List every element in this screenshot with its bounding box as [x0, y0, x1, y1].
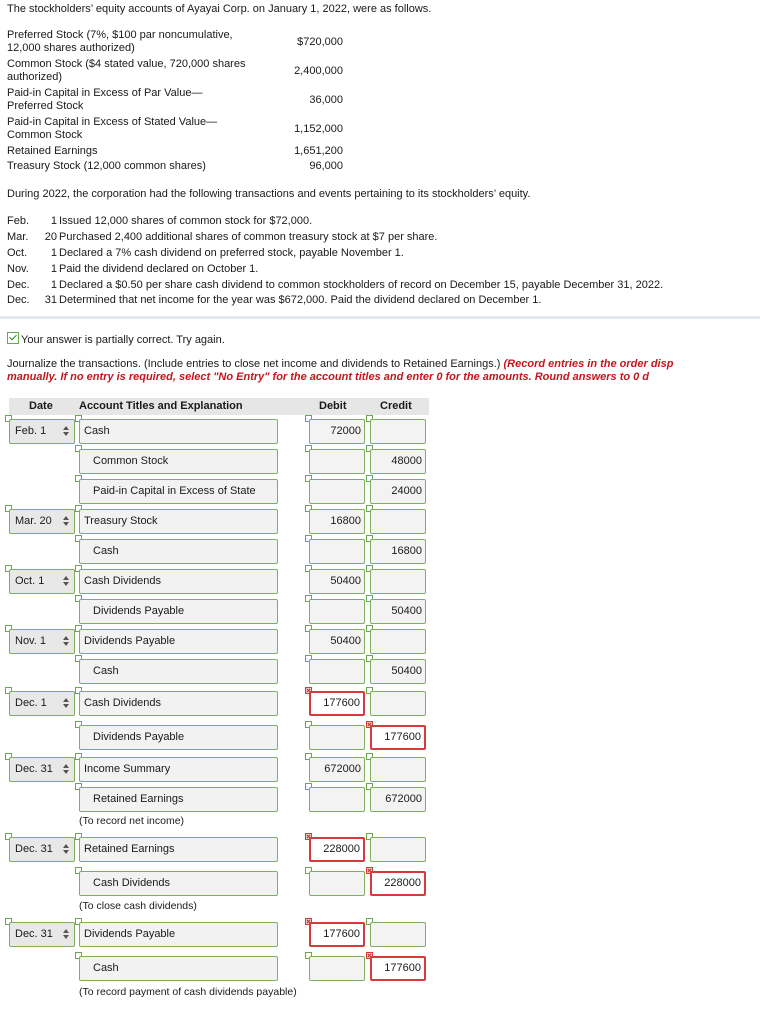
transaction-month: Dec. [7, 279, 30, 291]
account-title-text: Treasury Stock [84, 515, 158, 527]
answer-status [7, 332, 225, 346]
problem-during: During 2022, the corporation had the following transactions and events pertaining to its stockholders’ equity. [7, 188, 531, 200]
equity-row [7, 116, 347, 144]
account-title-text: Dividends Payable [84, 928, 176, 940]
date-select[interactable] [9, 629, 75, 654]
entry-explanation: (To record net income) [79, 815, 185, 827]
transaction-day: 1 [50, 215, 57, 227]
equity-value: 2,400,000 [294, 65, 343, 77]
debit-amount-input[interactable] [309, 871, 365, 896]
account-title-text: Cash [93, 545, 119, 557]
account-title-input[interactable] [79, 956, 278, 981]
account-title-input[interactable] [79, 599, 278, 624]
credit-amount-input[interactable] [370, 569, 426, 594]
account-title-text: Dividends Payable [84, 635, 176, 647]
select-arrows-icon [63, 516, 69, 527]
transaction-text: Issued 12,000 shares of common stock for $72,000. [59, 215, 313, 227]
header-credit: Credit [380, 400, 412, 412]
transaction-month: Oct. [7, 247, 28, 259]
debit-amount-value: 228000 [323, 843, 360, 855]
debit-amount-input[interactable] [309, 479, 365, 504]
problem-statement [0, 0, 760, 318]
credit-amount-input[interactable] [370, 757, 426, 782]
debit-amount-input[interactable] [309, 691, 365, 716]
credit-amount-input[interactable] [370, 629, 426, 654]
debit-amount-input[interactable] [309, 725, 365, 750]
debit-amount-input[interactable] [309, 629, 365, 654]
account-title-text: Dividends Payable [93, 731, 185, 743]
account-title-input[interactable] [79, 871, 278, 896]
account-title-text: Cash [84, 425, 110, 437]
transaction-text: Declared a $0.50 per share cash dividend to common stockholders of record on December 15, payable December 31, 2022. [59, 279, 664, 291]
transaction-month: Mar. [7, 231, 29, 243]
credit-amount-input[interactable] [370, 837, 426, 862]
equity-label: Paid-in Capital in Excess of Par Value— Preferred Stock [7, 87, 203, 112]
entry-explanation: (To record payment of cash dividends payable) [79, 986, 297, 998]
debit-amount-input[interactable] [309, 837, 365, 862]
account-title-text: Cash Dividends [93, 877, 171, 889]
date-select[interactable] [9, 509, 75, 534]
transaction-month: Feb. [7, 215, 30, 227]
transaction-text: Paid the dividend declared on October 1. [59, 263, 259, 275]
account-title-text: Cash [93, 665, 119, 677]
debit-amount-value: 50400 [330, 575, 361, 587]
transaction-text: Determined that net income for the year was $672,000. Paid the dividend declared on December 1. [59, 294, 542, 306]
date-value: Dec. 31 [15, 928, 53, 940]
date-value: Nov. 1 [15, 635, 46, 647]
equity-label: Common Stock ($4 stated value, 720,000 shares authorized) [7, 58, 246, 83]
account-title-text: Cash Dividends [84, 697, 162, 709]
date-select[interactable] [9, 757, 75, 782]
account-title-input[interactable] [79, 479, 278, 504]
answer-status-text: Your answer is partially correct. Try again. [21, 334, 225, 346]
credit-amount-input[interactable] [370, 539, 426, 564]
account-title-input[interactable] [79, 569, 278, 594]
equity-value: $720,000 [297, 36, 343, 48]
debit-amount-input[interactable] [309, 539, 365, 564]
credit-amount-value: 24000 [391, 485, 422, 497]
date-select[interactable] [9, 691, 75, 716]
instructions [7, 358, 760, 384]
equity-label: Preferred Stock (7%, $100 par noncumulative, 12,000 shares authorized) [7, 29, 233, 54]
select-arrows-icon [63, 426, 69, 437]
account-title-input[interactable] [79, 725, 278, 750]
debit-amount-input[interactable] [309, 757, 365, 782]
select-arrows-icon [63, 698, 69, 709]
credit-amount-input[interactable] [370, 449, 426, 474]
account-title-text: Retained Earnings [93, 793, 184, 805]
credit-amount-value: 228000 [384, 877, 421, 889]
transaction-day: 1 [50, 247, 57, 259]
equity-value: 96,000 [309, 160, 343, 172]
credit-amount-value: 177600 [384, 731, 421, 743]
equity-row [7, 160, 347, 188]
credit-amount-input[interactable] [370, 419, 426, 444]
partial-check-icon [7, 332, 19, 344]
transaction-text: Declared a 7% cash dividend on preferred stock, payable November 1. [59, 247, 404, 259]
journal-header [9, 398, 429, 415]
instruction-text: Journalize the transactions. (Include entries to close net income and dividends to Retained Earnings.) [7, 358, 504, 370]
credit-amount-value: 16800 [391, 545, 422, 557]
date-select[interactable] [9, 837, 75, 862]
debit-amount-value: 177600 [323, 928, 360, 940]
select-arrows-icon [63, 764, 69, 775]
debit-amount-input[interactable] [309, 449, 365, 474]
date-value: Dec. 31 [15, 843, 53, 855]
select-arrows-icon [63, 844, 69, 855]
date-select[interactable] [9, 419, 75, 444]
credit-amount-input[interactable] [370, 725, 426, 750]
account-title-text: Cash [93, 962, 119, 974]
date-value: Dec. 1 [15, 697, 47, 709]
date-select[interactable] [9, 922, 75, 947]
transaction-day: 31 [44, 294, 57, 306]
account-title-text: Dividends Payable [93, 605, 185, 617]
account-title-input[interactable] [79, 922, 278, 947]
date-value: Mar. 20 [15, 515, 52, 527]
debit-amount-input[interactable] [309, 956, 365, 981]
credit-amount-value: 48000 [391, 455, 422, 467]
account-title-input[interactable] [79, 509, 278, 534]
credit-amount-value: 177600 [384, 962, 421, 974]
credit-amount-value: 50400 [391, 605, 422, 617]
account-title-input[interactable] [79, 787, 278, 812]
credit-amount-value: 672000 [385, 793, 422, 805]
equity-row [7, 87, 347, 115]
account-title-text: Common Stock [93, 455, 169, 467]
equity-row [7, 58, 347, 86]
date-select[interactable] [9, 569, 75, 594]
select-arrows-icon [63, 636, 69, 647]
credit-amount-input[interactable] [370, 691, 426, 716]
instruction-red-1: (Record entries in the order disp [503, 358, 674, 370]
credit-amount-input[interactable] [370, 787, 426, 812]
transaction-month: Dec. [7, 294, 30, 306]
account-title-input[interactable] [79, 659, 278, 684]
account-title-input[interactable] [79, 539, 278, 564]
account-title-input[interactable] [79, 419, 278, 444]
debit-amount-input[interactable] [309, 787, 365, 812]
account-title-text: Cash Dividends [84, 575, 162, 587]
debit-amount-input[interactable] [309, 569, 365, 594]
debit-amount-input[interactable] [309, 659, 365, 684]
credit-amount-input[interactable] [370, 509, 426, 534]
account-title-input[interactable] [79, 449, 278, 474]
account-title-input[interactable] [79, 629, 278, 654]
credit-amount-input[interactable] [370, 479, 426, 504]
header-date: Date [29, 400, 53, 412]
credit-amount-input[interactable] [370, 871, 426, 896]
debit-amount-input[interactable] [309, 922, 365, 947]
header-debit: Debit [319, 400, 347, 412]
credit-amount-input[interactable] [370, 922, 426, 947]
account-title-text: Paid-in Capital in Excess of State [93, 485, 256, 497]
date-value: Feb. 1 [15, 425, 47, 437]
entry-explanation: (To close cash dividends) [79, 900, 197, 912]
debit-amount-value: 50400 [330, 635, 361, 647]
equity-label: Paid-in Capital in Excess of Stated Value— Common Stock [7, 116, 218, 141]
debit-amount-value: 72000 [330, 425, 361, 437]
transaction-text: Purchased 2,400 additional shares of common treasury stock at $7 per share. [59, 231, 438, 243]
equity-label: Treasury Stock (12,000 common shares) [7, 160, 206, 172]
header-account: Account Titles and Explanation [79, 400, 243, 412]
equity-row [7, 29, 347, 57]
account-title-text: Income Summary [84, 763, 171, 775]
equity-value: 1,152,000 [294, 123, 343, 135]
equity-value: 36,000 [309, 94, 343, 106]
debit-amount-value: 16800 [330, 515, 361, 527]
equity-label: Retained Earnings [7, 145, 98, 157]
date-value: Oct. 1 [15, 575, 45, 587]
credit-amount-input[interactable] [370, 599, 426, 624]
account-title-input[interactable] [79, 757, 278, 782]
account-title-input[interactable] [79, 837, 278, 862]
instruction-red-2: manually. If no entry is required, select "No Entry" for the account titles and enter 0 for the amounts. Round answers to 0 d [7, 371, 650, 383]
date-value: Dec. 31 [15, 763, 53, 775]
transaction-day: 1 [50, 279, 57, 291]
credit-amount-input[interactable] [370, 659, 426, 684]
debit-amount-value: 177600 [323, 697, 360, 709]
select-arrows-icon [63, 576, 69, 587]
debit-amount-value: 672000 [324, 763, 361, 775]
problem-intro: The stockholders’ equity accounts of Ayayai Corp. on January 1, 2022, were as follows. [7, 3, 432, 15]
transaction-day: 1 [50, 263, 57, 275]
transaction-day: 20 [44, 231, 57, 243]
select-arrows-icon [63, 929, 69, 940]
debit-amount-input[interactable] [309, 419, 365, 444]
credit-amount-value: 50400 [391, 665, 422, 677]
account-title-text: Retained Earnings [84, 843, 175, 855]
transaction-month: Nov. [7, 263, 29, 275]
debit-amount-input[interactable] [309, 599, 365, 624]
credit-amount-input[interactable] [370, 956, 426, 981]
account-title-input[interactable] [79, 691, 278, 716]
equity-value: 1,651,200 [294, 145, 343, 157]
debit-amount-input[interactable] [309, 509, 365, 534]
